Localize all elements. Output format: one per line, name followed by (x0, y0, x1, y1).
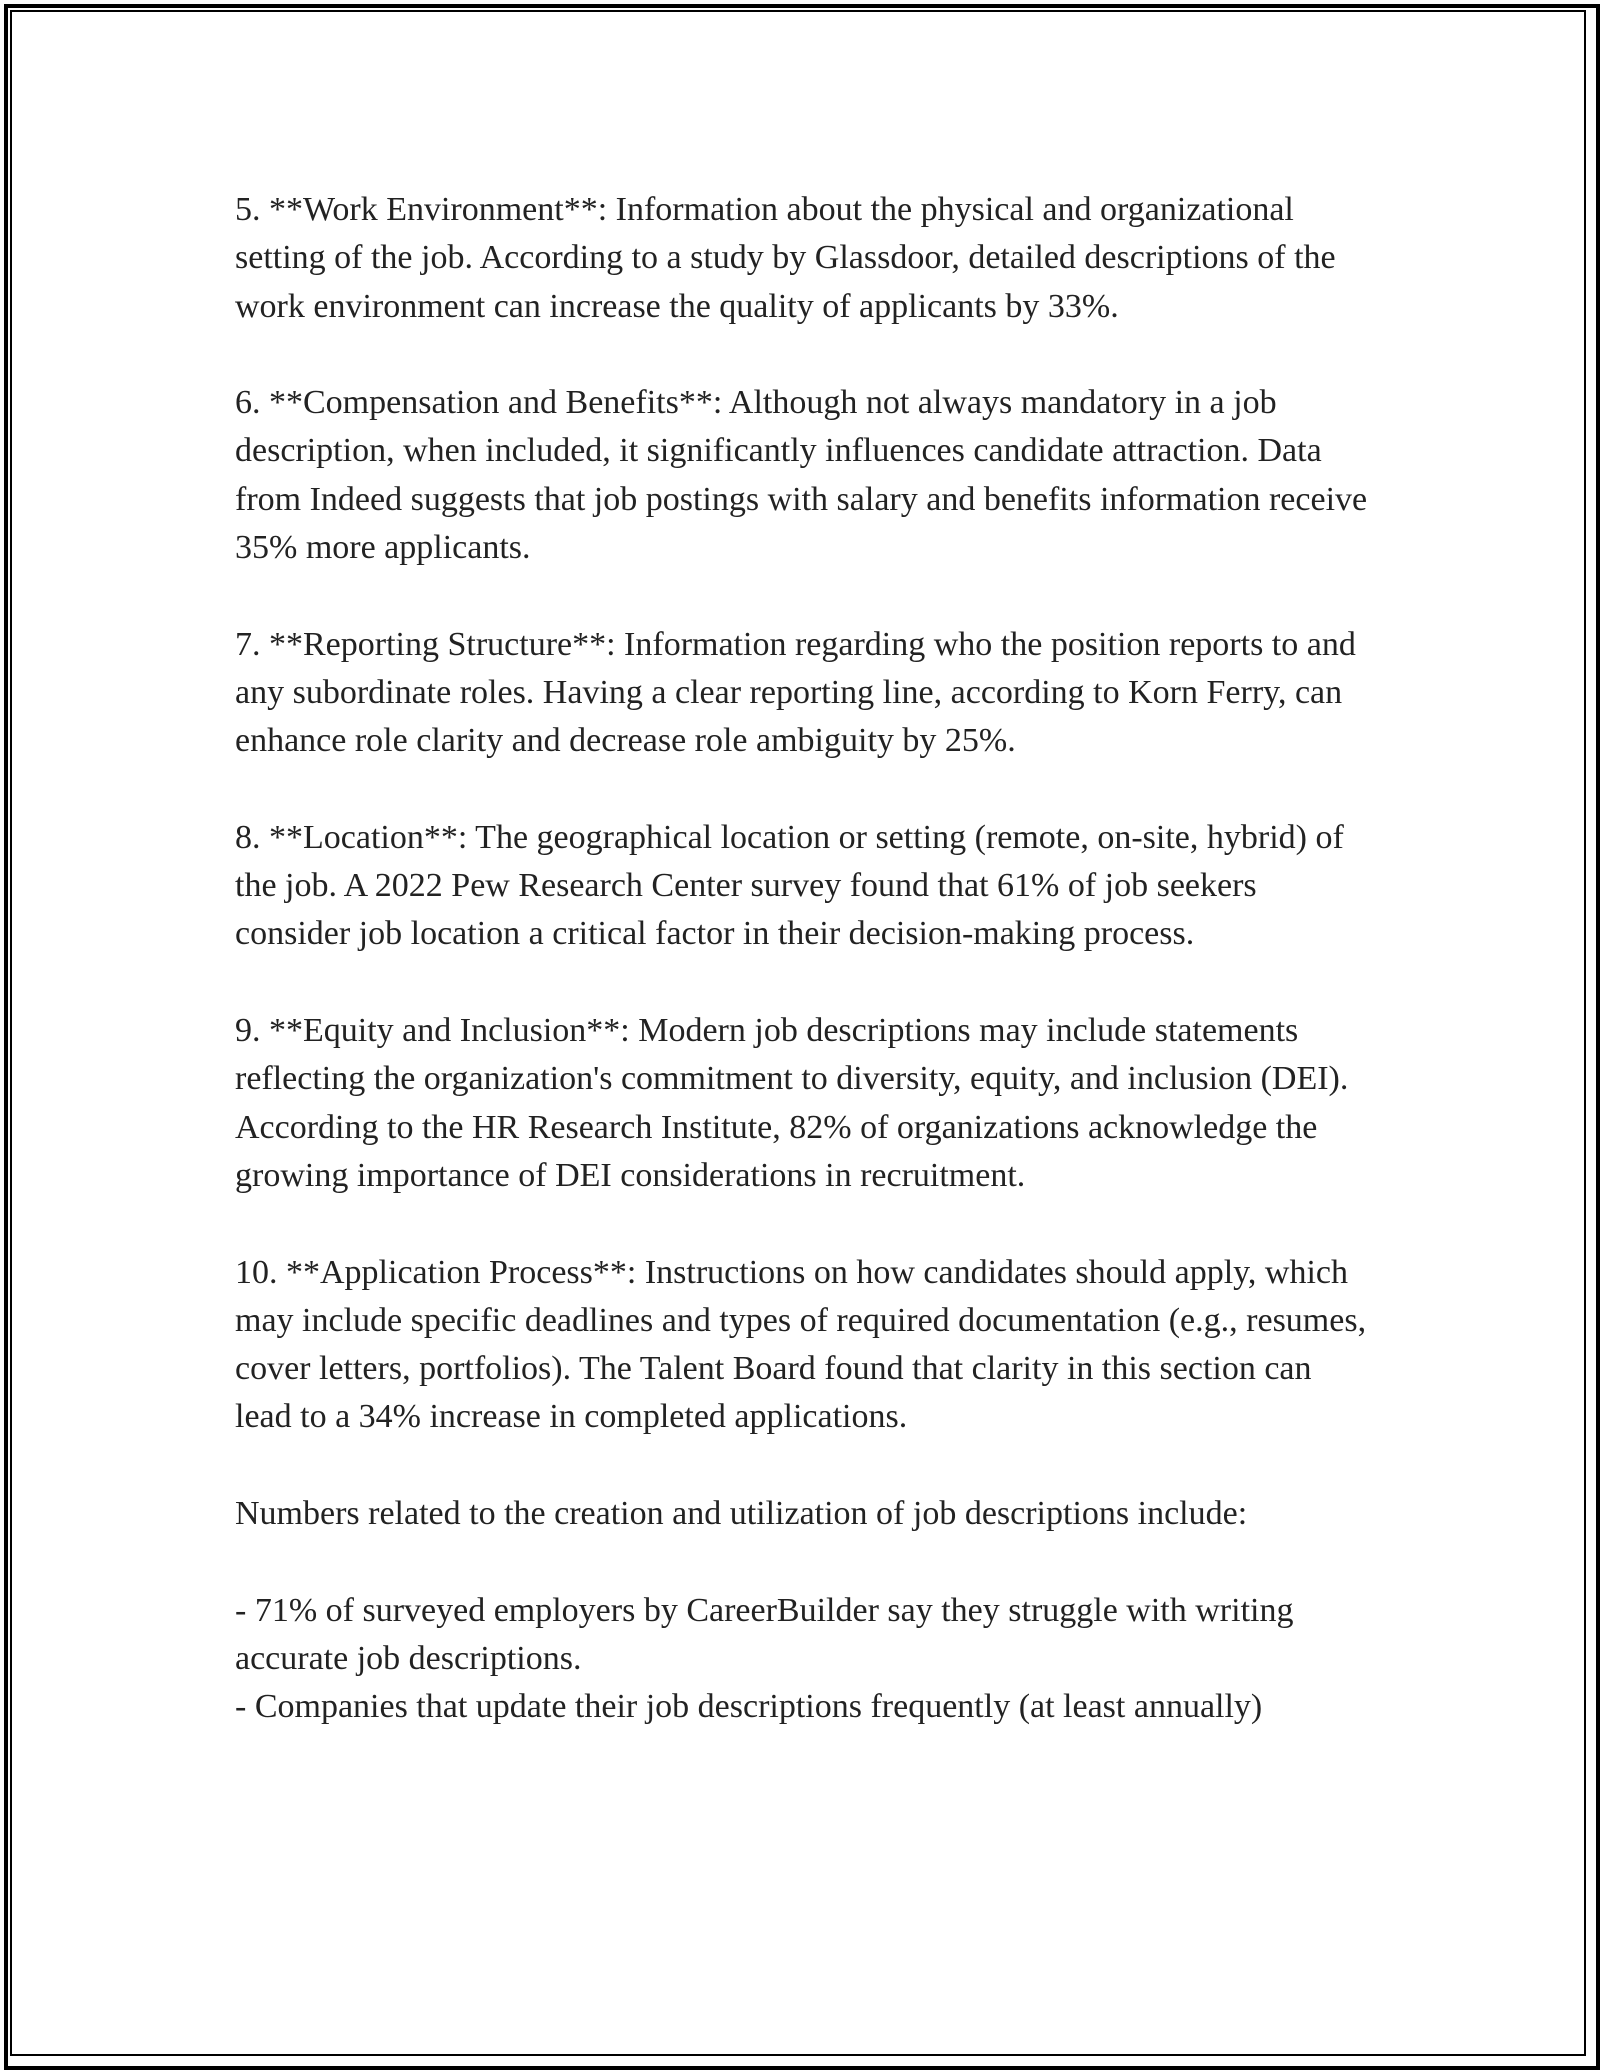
paragraph-application-process: 10. **Application Process**: Instructions on how candidates should apply, which may include specific deadlines and types of required documentation (e.g., resumes, cover letters, portfolios). The Talent Board found that clarity in this section can lead to a 34% increase in completed applications. (235, 1253, 1367, 1436)
paragraph-compensation-benefits: 6. **Compensation and Benefits**: Although not always mandatory in a job description, when included, it significantly influences candidate attraction. Data from Indeed suggests that job postings with salary and benefits information receive 35% more applicants. (235, 384, 1368, 567)
document-body (235, 186, 1375, 1732)
paragraph-location: 8. **Location**: The geographical location or setting (remote, on-site, hybrid) of the job. A 2022 Pew Research Center survey found that 61% of job seekers consider job location a critical factor in their decision-making process. (235, 818, 1344, 953)
paragraph-equity-inclusion: 9. **Equity and Inclusion**: Modern job descriptions may include statements reflecting the organization's commitment to diversity, equity, and inclusion (DEI). According to the HR Research Institute, 82% of organizations acknowledge the growing importance of DEI considerations in recruitment. (235, 1012, 1349, 1194)
paragraph-numbers-intro: Numbers related to the creation and utilization of job descriptions include: (235, 1495, 1248, 1533)
list-item: - Companies that update their job descriptions frequently (at least annually) (235, 1688, 1263, 1726)
paragraph-work-environment: 5. **Work Environment**: Information about the physical and organizational setting of the job. According to a study by Glassdoor, detailed descriptions of the work environment can increase the quality of applicants by 33%. (235, 191, 1336, 325)
paragraph-reporting-structure: 7. **Reporting Structure**: Information regarding who the position reports to and any subordinate roles. Having a clear reporting line, according to Korn Ferry, can enhance role clarity and decrease role ambiguity by 25%. (235, 625, 1356, 760)
list-item: - 71% of surveyed employers by CareerBuilder say they struggle with writing accurate job descriptions. (235, 1591, 1294, 1677)
